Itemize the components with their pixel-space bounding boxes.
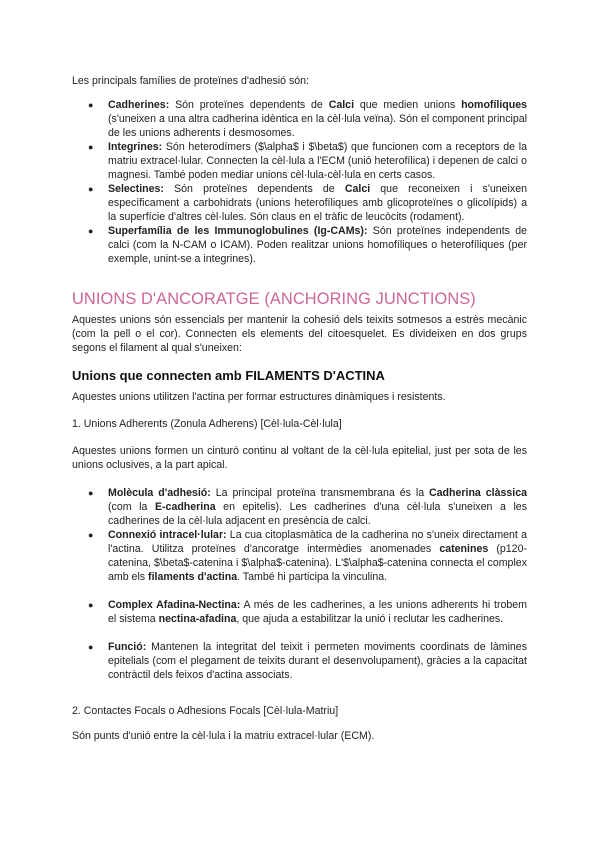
adherents-detail-list	[72, 486, 527, 696]
actin-intro-paragraph: Aquestes unions utilitzen l'actina per formar estructures dinàmiques i resistents.	[72, 391, 446, 403]
adhesion-protein-list	[72, 98, 527, 266]
bullet-icon: ●	[88, 226, 94, 236]
numbered-heading-1: 1. Unions Adherents (Zonula Adherens) [Cèl·lula-Cèl·lula]	[72, 418, 342, 430]
bullet-icon: ●	[88, 100, 94, 110]
list-item-molecula: ● Molècula d'adhesió: La principal proteïna transmembrana és la Cadherina clàssica (com la E-cadherina en epitelis). Les cadherines d'una cèl·lula s'uneixen a les cadherines de la cèl·lula adjacent en presència de calci.	[88, 487, 527, 527]
list-item-afadina: ● Complex Afadina-Nectina: A més de les cadherines, a les unions adherents hi trobem el sistema nectina-afadina, que ajuda a estabilitzar la unió i reclutar les cadherines.	[88, 599, 527, 625]
bullet-icon: ●	[88, 488, 94, 498]
bullet-icon: ●	[88, 600, 94, 610]
intro-paragraph: Les principals famílies de proteïnes d'adhesió són:	[72, 75, 309, 87]
list-item-selectines: ● Selectines: Són proteïnes dependents de Calci que reconeixen i s'uneixen específicament a carbohidrats (unions heterofíliques amb glicoproteïnes o glicolípids) a la superfície d'altres cèl·lules. Són claus en el tràfic de leucòcits (rodament).	[88, 183, 527, 223]
list-item-cadherines: ● Cadherines: Són proteïnes dependents de Calci que medien unions homofíliques (s'uneixen a una altra cadherina idèntica en la cèl·lula veïna). Són el component principal de les unions adherents i desmosomes.	[88, 99, 527, 139]
list-item-connexio: ● Connexió intracel·lular: La cua citoplasmàtica de la cadherina no s'uneix directament a l'actina. Utilitza proteïnes d'ancoratge intermèdies anomenades catenines (p120-catenina, $\beta$-catenina i $\alpha$-catenina). L'$\alpha$-catenina connecta el complex amb els filaments d'actina. També hi participa la vinculina.	[88, 529, 527, 583]
adherents-paragraph: Aquestes unions formen un cinturó continu al voltant de la cèl·lula epitelial, just per sota de les unions oclusives, a la part apical.	[72, 445, 527, 471]
bullet-icon: ●	[88, 142, 94, 152]
section-heading: UNIONS D'ANCORATGE (ANCHORING JUNCTIONS)	[72, 290, 476, 308]
bullet-icon: ●	[88, 530, 94, 540]
list-item-integrines: ● Integrines: Són heterodímers ($\alpha$ i $\beta$) que funcionen com a receptors de la matriu extracel·lular. Connecten la cèl·lula a l'ECM (unió heterofílica) i depenen de calci o magnesi. També poden mediar unions cèl·lula-cèl·lula en certs casos.	[88, 141, 527, 181]
list-item-ig-cams: ● Superfamília de les Immunoglobulines (Ig-CAMs): Són proteïnes independents de calci (com la N-CAM o ICAM). Poden realitzar unions homofíliques o heterofíliques (per exemple, unint-se a integrines).	[88, 225, 528, 265]
bullet-icon: ●	[88, 184, 94, 194]
subsection-heading: Unions que connecten amb FILAMENTS D'ACTINA	[72, 368, 385, 383]
anchoring-paragraph: Aquestes unions són essencials per mantenir la cohesió dels teixits sotmesos a estrès mecànic (com la pell o el cor). Connecten els elements del citoesquelet. Es divideixen en dos grups segons el filament al qual s'uneixen:	[72, 314, 527, 354]
bullet-icon: ●	[88, 642, 94, 652]
list-item-funcio: ● Funció: Mantenen la integritat del teixit i permeten moviments coordinats de làmines epitelials (com el plegament de teixits durant el desenvolupament), gràcies a la capacitat contràctil dels feixos d'actina associats.	[88, 641, 527, 681]
numbered-heading-2: 2. Contactes Focals o Adhesions Focals [Cèl·lula-Matriu]	[72, 705, 339, 717]
focal-paragraph: Són punts d'unió entre la cèl·lula i la matriu extracel·lular (ECM).	[72, 730, 375, 742]
